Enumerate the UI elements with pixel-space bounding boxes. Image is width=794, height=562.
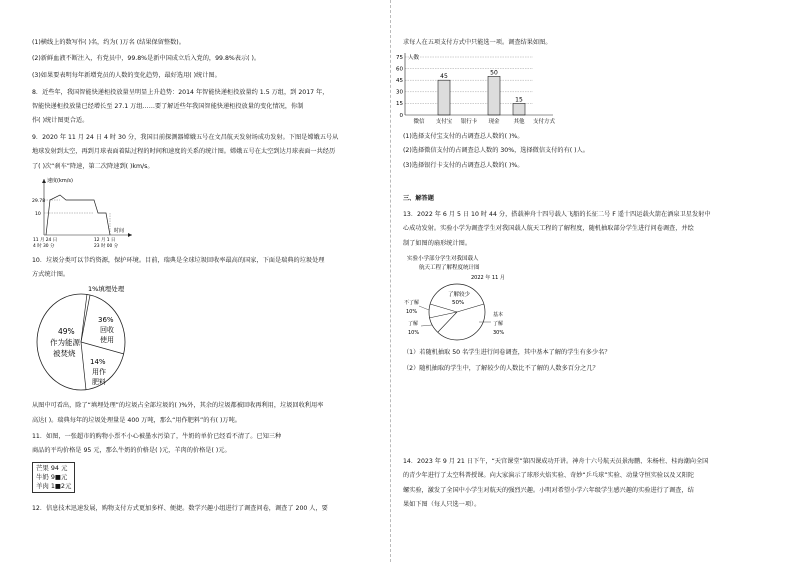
receipt-box <box>32 462 75 493</box>
q7-part1: (1)横线上的数写作( )名，约为( )万名 (结果保留整数)。 <box>32 39 185 46</box>
pie-label-recycle-1: 回收 <box>100 326 114 334</box>
bar-category-label: 微信 <box>413 119 425 125</box>
bar-ytick-label: 15 <box>396 101 403 108</box>
bar-category-label: 支付宝 <box>435 119 453 125</box>
chart-y-arrow <box>42 179 46 183</box>
bar-ytick-labels <box>396 55 404 119</box>
pie2-label-know-pct: 10% <box>408 330 420 336</box>
chart-xtick-start-1: 11 月 24 日 <box>33 238 58 243</box>
chart-ytick-10: 10 <box>35 212 41 217</box>
bar-marks <box>438 76 525 115</box>
q13-line2: 心成功发射。实验小学为调查学生对我国载人航天工程的了解程度，随机抽取部分学生进行问卷调查，并绘 <box>403 225 694 232</box>
bar-category-label: 现金 <box>488 119 500 125</box>
speed-time-chart <box>32 173 142 249</box>
chart-xtick-end-2: 23 时 00 分 <box>94 244 119 249</box>
pie-label-fertilizer-1: 用作 <box>92 368 106 376</box>
section-3-title: 三、解答题 <box>403 195 434 202</box>
payment-bar-chart <box>383 51 558 127</box>
chart-x-arrow <box>128 233 132 237</box>
bar-ytick-label: 60 <box>396 66 403 73</box>
pie-label-recycle-pct: 36% <box>98 316 114 324</box>
bar-category-labels <box>413 117 555 125</box>
bar-value-label: 45 <box>440 73 448 81</box>
pie2-label-basic-1: 基本 <box>493 312 504 318</box>
receipt-mango: 芒果 94 元 <box>36 464 68 472</box>
q9-line3: 了( )次“刹车”降速，第二次降速到( )km/s。 <box>32 163 154 170</box>
q7-part2: (2)新鲜血液不断注入，有党员中，99.8%是新中国成立后入党的，99.8%表示( )。 <box>32 55 261 62</box>
q12-sub3: (3)选择银行卡支付的占调查总人数的( )%。 <box>403 162 524 169</box>
q13-sub2: （2）随机抽取的学生中，了解较少的人数比不了解的人数多百分之几？ <box>403 365 599 372</box>
pie-label-energy-1: 作为能源 <box>50 338 80 347</box>
q9-line2: 地球发射到太空，再到月球表面着陆过程的时间和速度的关系的统计图。嫦娥五号在太空到达月球表面一共经历 <box>32 148 336 155</box>
bar-ytick-label: 45 <box>396 78 403 84</box>
awareness-pie-chart <box>399 252 549 344</box>
pie2-title-1: 实验小学部分学生对我国载人 <box>407 256 479 262</box>
q14-line3: 螺实验，激发了全国中小学生对航天的强烈兴趣。小明对希望小学六年级学生感兴趣的实验进行了调查，结 <box>403 487 694 494</box>
q12-line2: 求每人在五项支付方式中只能选一项。调查结果如图。 <box>403 39 552 46</box>
pie-label-fertilizer-2: 肥料 <box>92 378 106 386</box>
q13-line1: 13．2022 年 6 月 5 日 10 时 44 分，搭载神舟十四号载人飞船的长征二号 F 遥十四运载火箭在酒泉卫星发射中 <box>403 211 711 218</box>
bar-category-label: 支付方式 <box>532 119 556 125</box>
bar-value-label: 50 <box>490 69 498 77</box>
pie2-title-2: 航天工程了解程度统计图 <box>419 265 480 271</box>
chart-xtick-start-2: 4 时 30 分 <box>33 244 55 249</box>
pie2-label-no-pct: 10% <box>406 309 418 315</box>
q10-line3: 从图中可看出，除了“填埋处理”的垃圾占全部垃圾的( )%外，其余的垃圾都被回收再利用，垃圾回收利用率 <box>32 402 324 409</box>
bar-ytick-label: 0 <box>399 112 403 119</box>
garbage-pie-chart <box>34 282 164 398</box>
pie2-label-less: 了解较少 <box>448 292 471 298</box>
q14-line4: 果如下图（每人只选一项）。 <box>403 501 481 508</box>
q8-line3: 作( )统计图更合适。 <box>32 117 89 124</box>
q14-line1: 14．2023 年 9 月 21 日下午，“天宫课堂”第四课成功开讲。神舟十六号航天员景海鹏、朱杨柱、桂海潮向全国 <box>403 458 709 465</box>
q10-line4: 高达( )。瑞典每年的垃圾处理量是 400 万吨，那么“用作肥料”的有( )万吨。 <box>32 417 241 424</box>
q11-line1: 11．如图，一张超市的购物小票不小心被墨水污染了，牛奶的单价已经看不清了。已知三种 <box>32 433 282 440</box>
q8-line2: 智能快递柜投放量已经增长至 27.1 万组……要了解近些年我国智能快递柜投放量的变化情况，你制 <box>32 103 304 110</box>
q10-line1: 10．垃圾分类可以节约资源，保护环境。目前，瑞典是全球垃圾回收率最高的国家，下面是瑞典的垃圾处理 <box>32 257 325 264</box>
bar-mark <box>438 80 450 115</box>
bar-category-label: 银行卡 <box>460 119 478 125</box>
bar-ylabel: 人数 <box>408 55 420 61</box>
bar-value-labels <box>440 69 523 103</box>
bar-ytick-label: 75 <box>396 54 403 61</box>
chart-ylabel: 速度(km/s) <box>47 178 73 184</box>
q11-line2: 商品的平均价格是 95 元，那么牛奶的价格是( )元，羊肉的价格是( )元。 <box>32 447 231 454</box>
q12-sub2: (2)选择微信支付的占调查总人数的 30%，选择微信支付的有( )人。 <box>403 147 589 154</box>
q9-line1: 9．2020 年 11 月 24 日 4 时 30 分，我国目前探测器嫦娥五号在文昌航天发射场成功发射。下图是嫦娥五号从 <box>32 134 339 141</box>
q8-line1: 8．近些年，我国智能快递柜投放量呈明显上升趋势：2014 年智能快递柜投放量约 1.5 万组，到 2017 年， <box>32 89 329 96</box>
q14-line2: 的青少年进行了太空科普授课。向大家演示了球形火焰实验、奇妙“乒乓球”实验、动量守恒实验以及又阳陀 <box>403 472 695 479</box>
q12-sub1: (1)选择支付宝支付的占调查总人数的( )%。 <box>403 133 524 140</box>
chart-xlabel: 时间 <box>114 228 125 234</box>
q13-line3: 制了如图的扇形统计图。 <box>403 240 472 247</box>
pie2-label-basic-2: 了解 <box>493 321 504 327</box>
pie2-label-basic-pct: 30% <box>493 330 505 336</box>
pie-label-landfill: 1%填埋处理 <box>88 285 125 293</box>
pie-label-recycle-2: 使用 <box>100 336 114 344</box>
bar-grid <box>405 57 533 103</box>
q13-sub1: （1）若随机抽取 50 名学生进行问卷调查，其中基本了解的学生有多少名？ <box>403 349 611 356</box>
chart-speed-line <box>46 195 110 235</box>
bar-value-label: 15 <box>515 96 523 104</box>
q12-line1: 12．信息技术迅速发展，购物支付方式更加多样、便捷。数学兴趣小组进行了调查问卷，调查了 200 人，要 <box>32 505 328 512</box>
pie-label-energy-2: 被焚烧 <box>53 349 76 358</box>
pie2-label-no: 不了解 <box>404 300 420 306</box>
pie-label-energy-pct: 49% <box>58 327 75 336</box>
pie2-label-less-pct: 50% <box>452 300 465 306</box>
receipt-mutton: 羊肉 1■2元 <box>36 482 72 490</box>
pie2-label-know: 了解 <box>408 321 419 327</box>
bar-category-label: 其他 <box>513 119 525 125</box>
bar-mark <box>513 103 525 115</box>
pie-label-fertilizer-pct: 14% <box>90 358 106 366</box>
receipt-milk: 牛奶 9■元 <box>36 473 68 481</box>
q10-line2: 方式统计图。 <box>32 271 70 278</box>
chart-xtick-end-1: 12 月 1 日 <box>94 238 116 243</box>
pie2-leader-no <box>419 306 429 310</box>
q7-part3: (3)如果要表明每年新增党员的人数的变化趋势，最好选用( )统计图。 <box>32 72 221 79</box>
bar-mark <box>488 76 500 115</box>
chart-ytick-2978: 29.78 <box>32 199 46 204</box>
pie2-leader-know <box>421 325 432 326</box>
bar-ytick-label: 30 <box>396 89 403 96</box>
pie2-date: 2022 年 11 月 <box>471 275 505 281</box>
